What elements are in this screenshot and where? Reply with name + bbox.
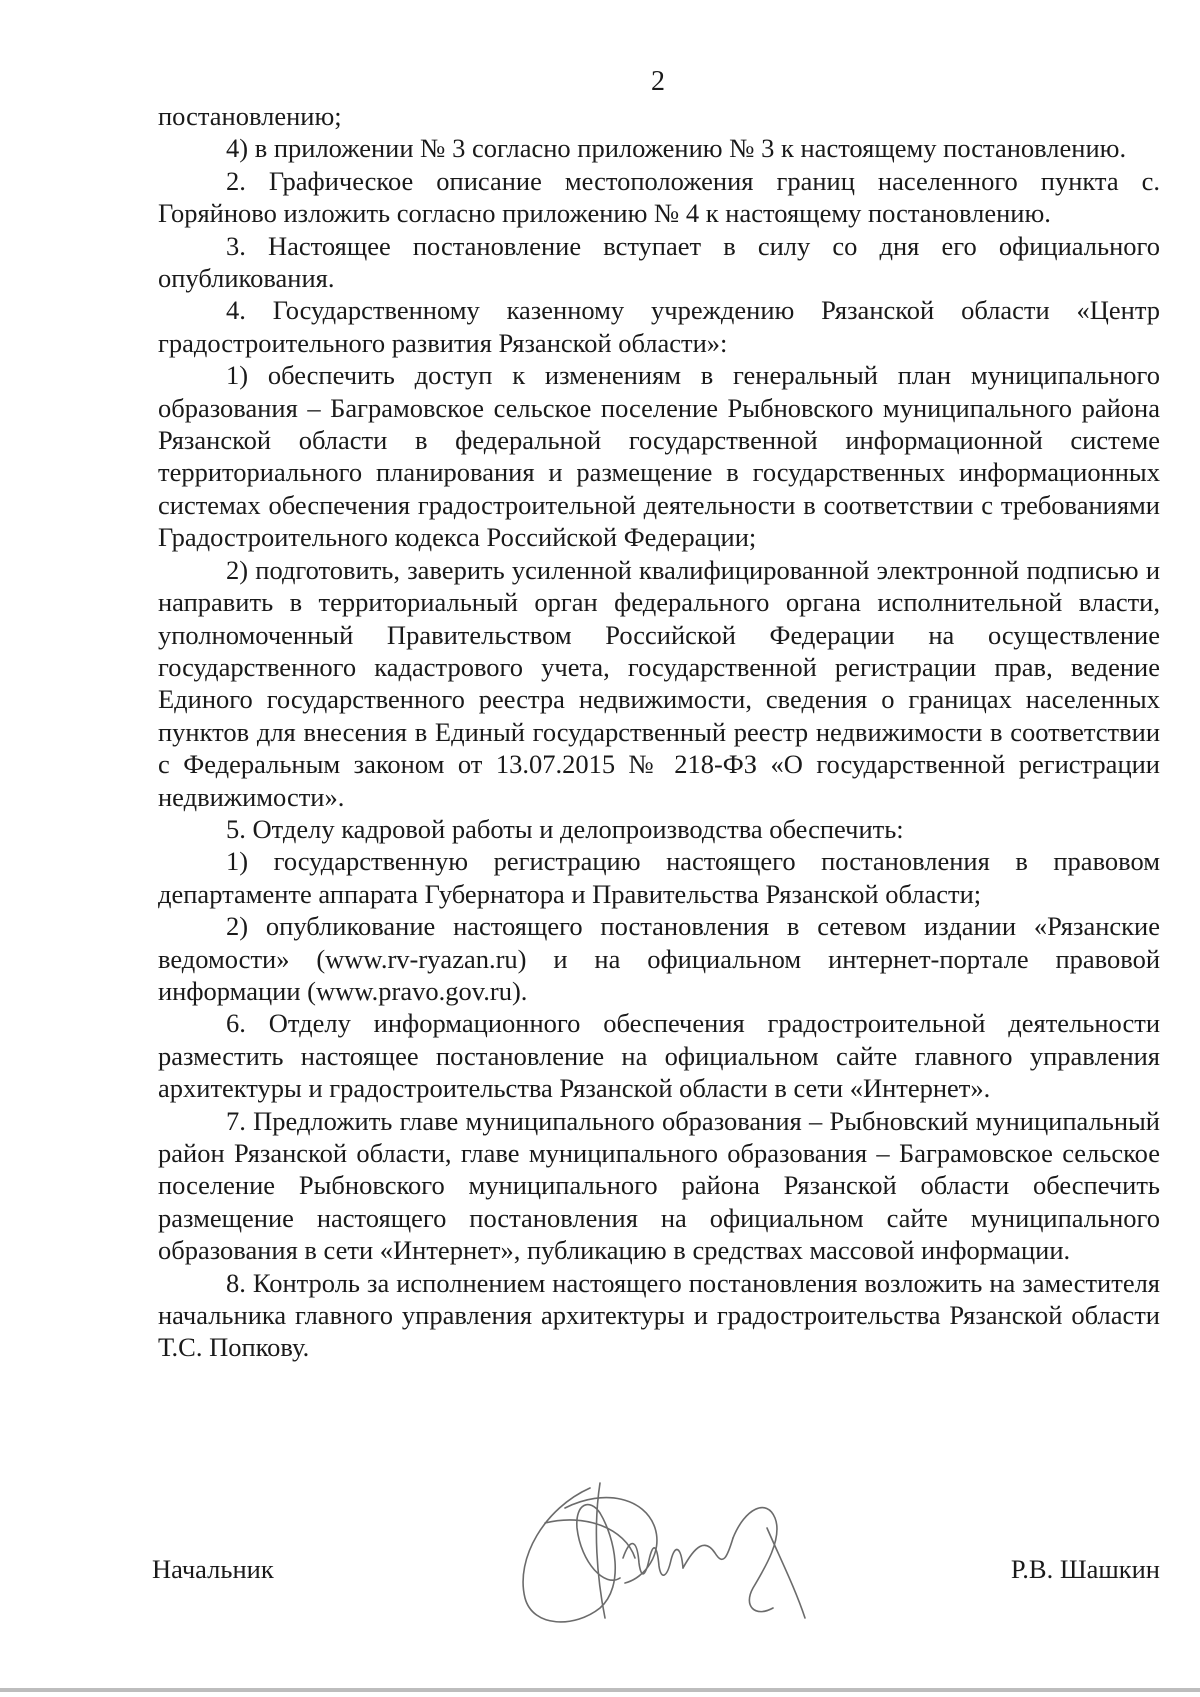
signer-name: Р.В. Шашкин	[1010, 1554, 1160, 1584]
signature-block	[152, 1553, 1160, 1593]
paragraph-8: 8. Контроль за исполнением настоящего постановления возложить на заместителя начальника главного управления архитектуры и градостроительства Рязанской области Т.С. Попкову.	[158, 1267, 1160, 1363]
paragraph-1-item-4: 4) в приложении № 3 согласно приложению № 3 к настоящему постановлению.	[226, 133, 1127, 164]
paragraph-4-item-2: 2) подготовить, заверить усиленной квалифицированной электронной подписью и направить в территориальный орган федерального органа исполнительной власти, уполномоченный Правительством Российской Федерации на осуществление государственного кадастрового учета, государственной регистрации прав, ведение Единого государственного реестра недвижимости, сведения о границах населенных пунктов для внесения в Единый государственный реестр недвижимости в соответствии с Федеральным законом от 13.07.2015 № 218-ФЗ «О государственной регистрации недвижимости».	[158, 554, 1160, 812]
page-bottom-edge	[0, 1688, 1200, 1692]
paragraph-continuation: постановлению;	[158, 101, 342, 131]
paragraph-7: 7. Предложить главе муниципального образования – Рыбновский муниципальный район Рязанской области, главе муниципального образования – Баграмовское сельское поселение Рыбновского муниципального района Рязанской области обеспечить размещение настоящего постановления на официальном сайте муниципального образования в сети «Интернет», публикацию в средствах массовой информации.	[158, 1105, 1160, 1266]
paragraph-5-item-2: 2) опубликование настоящего постановления в сетевом издании «Рязанские ведомости» (www.rv-ryazan.ru) и на официальном интернет-портале правовой информации (www.pravo.gov.ru).	[158, 911, 1160, 1006]
paragraph-2: 2. Графическое описание местоположения границ населенного пункта с. Горяйново изложить согласно приложению № 4 к настоящему постановлению.	[158, 165, 1160, 229]
page-number: 2	[651, 66, 665, 97]
paragraph-5: 5. Отделу кадровой работы и делопроизводства обеспечить:	[226, 813, 904, 844]
paragraph-5-item-1: 1) государственную регистрацию настоящего постановления в правовом департаменте аппарата Губернатора и Правительства Рязанской области;	[158, 846, 1160, 909]
document-body	[158, 100, 1160, 1364]
paragraph-4: 4. Государственному казенному учреждению Рязанской области «Центр градостроительного развития Рязанской области»:	[158, 295, 1160, 358]
paragraph-6: 6. Отделу информационного обеспечения градостроительной деятельности разместить настоящее постановление на официальном сайте главного управления архитектуры и градостроительства Рязанской области в сети «Интернет».	[158, 1008, 1160, 1104]
position-title: Начальник	[152, 1554, 274, 1584]
paragraph-3: 3. Настоящее постановление вступает в силу со дня его официального опубликования.	[158, 230, 1160, 294]
paragraph-4-item-1: 1) обеспечить доступ к изменениям в генеральный план муниципального образования – Баграмовское сельское поселение Рыбновского муниципального района Рязанской области в федеральной государственной информационной системе территориального планирования и размещение в государственных информационных системах обеспечения градостроительной деятельности в соответствии с требованиями Градостроительного кодекса Российской Федерации;	[158, 360, 1160, 553]
